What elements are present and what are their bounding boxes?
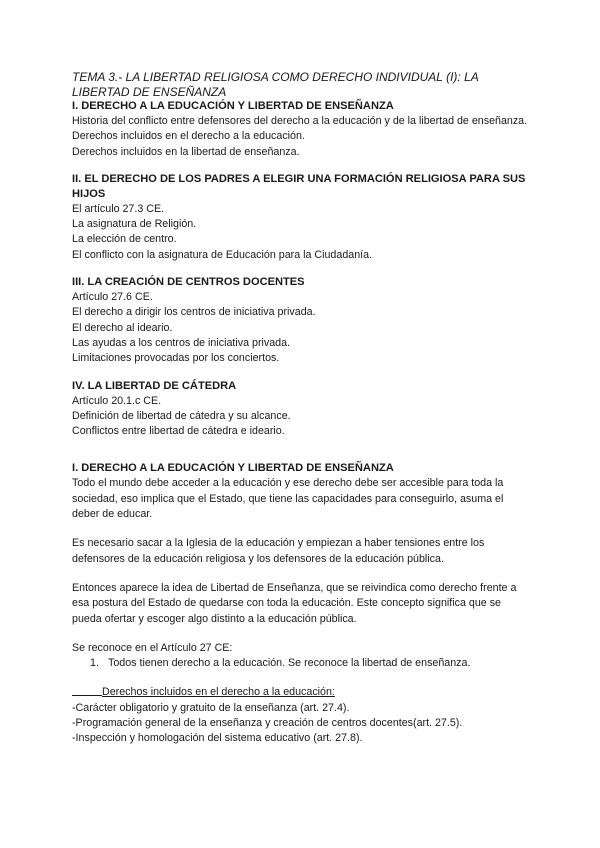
outline-item: Artículo 27.6 CE.: [72, 291, 153, 304]
outline-item: Limitaciones provocadas por los conciertos.: [72, 352, 280, 365]
outline-item: La asignatura de Religión.: [72, 218, 197, 231]
outline-item: Las ayudas a los centros de iniciativa privada.: [72, 336, 291, 349]
section-heading: I. DERECHO A LA EDUCACIÓN Y LIBERTAD DE ENSEÑANZA: [72, 462, 394, 475]
document-page: [72, 70, 532, 747]
outline-section-2: [72, 172, 532, 263]
outline-item: Derechos incluidos en la libertad de enseñanza.: [72, 145, 300, 158]
outline-item: El derecho a dirigir los centros de iniciativa privada.: [72, 306, 316, 319]
paragraph: Entonces aparece la idea de Libertad de Enseñanza, que se reivindica como derecho frente a esa postura del Estado de quedarse con toda la educación. Este concepto significa que se pueda ofertar y escoger algo distinto a la educación pública.: [72, 581, 517, 625]
outline-section-3: [72, 275, 532, 366]
outline-item: El derecho al ideario.: [72, 321, 173, 334]
outline-heading: I. DERECHO A LA EDUCACIÓN Y LIBERTAD DE ENSEÑANZA: [72, 100, 394, 112]
outline-item: Artículo 20.1.c CE.: [72, 394, 162, 407]
paragraph: Todo el mundo debe acceder a la educación y ese derecho debe ser accesible para toda la sociedad, eso implica que el Estado, que tiene las capacidades para conseguirlo, asuma el deber de educar.: [72, 477, 504, 521]
numbered-list-item: [72, 656, 532, 671]
outline-heading: III. LA CREACIÓN DE CENTROS DOCENTES: [72, 276, 305, 289]
outline-heading: II. EL DERECHO DE LOS PADRES A ELEGIR UNA FORMACIÓN RELIGIOSA PARA SUS HIJOS: [72, 172, 526, 200]
section-1: [72, 461, 532, 746]
rights-item: -Carácter obligatorio y gratuito de la enseñanza (art. 27.4).: [72, 701, 350, 714]
underline-indent: [72, 695, 102, 696]
outline-item: La elección de centro.: [72, 233, 177, 246]
list-number: 1.: [90, 657, 99, 670]
outline-item: El artículo 27.3 CE.: [72, 202, 165, 215]
outline-heading: IV. LA LIBERTAD DE CÁTEDRA: [72, 379, 237, 392]
rights-item: -Inspección y homologación del sistema educativo (art. 27.8).: [72, 732, 363, 745]
outline-section-4: [72, 379, 532, 440]
outline-section-1: [72, 99, 532, 160]
list-text: Todos tienen derecho a la educación. Se reconoce la libertad de enseñanza.: [108, 657, 471, 670]
outline-item: Definición de libertad de cátedra y su alcance.: [72, 409, 291, 422]
paragraph: Se reconoce en el Artículo 27 CE:: [72, 641, 233, 654]
outline-item: El conflicto con la asignatura de Educación para la Ciudadanía.: [72, 248, 373, 261]
rights-item: -Programación general de la enseñanza y creación de centros docentes(art. 27.5).: [72, 717, 463, 730]
document-title: TEMA 3.- LA LIBERTAD RELIGIOSA COMO DERECHO INDIVIDUAL (I): LA LIBERTAD DE ENSEÑANZA: [72, 70, 479, 99]
outline-item: Derechos incluidos en el derecho a la educación.: [72, 130, 305, 143]
outline-item: Conflictos entre libertad de cátedra e ideario.: [72, 425, 285, 438]
outline-item: Historia del conflicto entre defensores del derecho a la educación y de la libertad de enseñanza.: [72, 115, 528, 127]
subheading: Derechos incluidos en el derecho a la educación:: [72, 685, 532, 700]
paragraph: Es necesario sacar a la Iglesia de la educación y empiezan a haber tensiones entre los defensores de la educación religiosa y los defensores de la educación pública.: [72, 537, 485, 565]
